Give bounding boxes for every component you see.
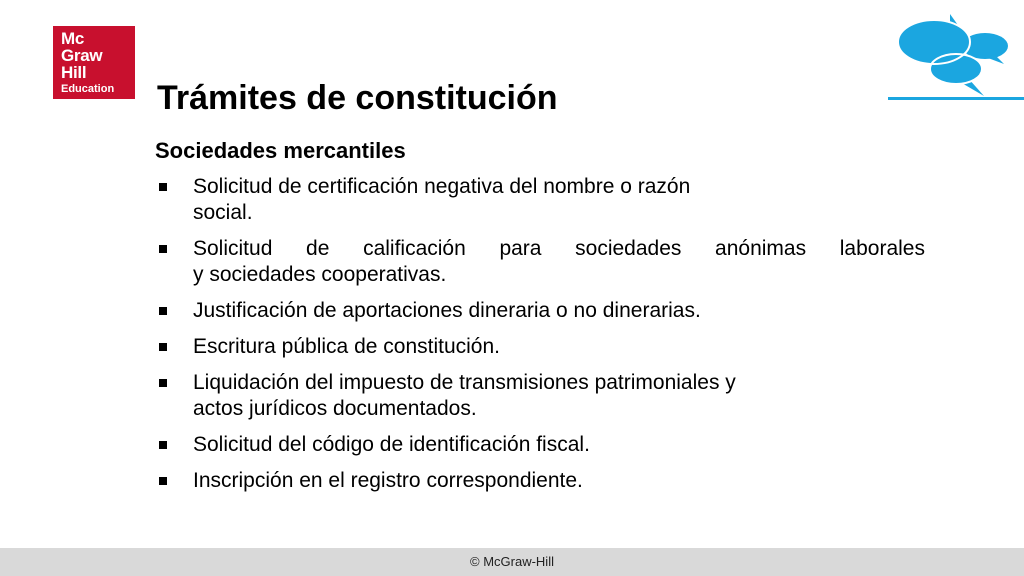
footer-bar — [0, 548, 1024, 576]
bullet-text-line: y sociedades cooperativas. — [193, 263, 447, 286]
speech-bubbles-icon — [898, 12, 1010, 96]
list-item — [155, 334, 925, 360]
bullet-square-icon — [159, 477, 167, 485]
slide-subtitle: Sociedades mercantiles — [155, 138, 406, 163]
bullet-text-line: Solicitud de certificación negativa del nombre o razón — [193, 175, 691, 198]
list-item — [155, 174, 925, 226]
slide-title: Trámites de constitución — [157, 79, 558, 117]
mcgraw-hill-logo — [53, 26, 135, 99]
logo-line-2: Graw — [61, 46, 103, 65]
list-item — [155, 468, 925, 494]
list-item — [155, 298, 925, 324]
list-item — [155, 432, 925, 458]
bullet-text-line: social. — [193, 201, 253, 224]
bullet-text-line: Justificación de aportaciones dineraria o no dinerarias. — [193, 299, 701, 322]
bullet-text-line: Solicitud de calificación para sociedades anónimas laborales — [193, 237, 925, 260]
bullet-text-line: Liquidación del impuesto de transmisiones patrimoniales y — [193, 371, 736, 394]
bullet-square-icon — [159, 307, 167, 315]
bullet-square-icon — [159, 183, 167, 191]
bullet-text-line: Solicitud del código de identificación fiscal. — [193, 433, 590, 456]
logo-line-1: Mc — [61, 29, 85, 48]
copyright-text: © McGraw-Hill — [470, 554, 554, 569]
list-item — [155, 236, 925, 288]
bullet-list — [155, 174, 925, 504]
title-accent-rule — [888, 97, 1024, 100]
bullet-square-icon — [159, 379, 167, 387]
bullet-text-line: Inscripción en el registro correspondiente. — [193, 469, 583, 492]
bullet-square-icon — [159, 441, 167, 449]
bullet-square-icon — [159, 343, 167, 351]
logo-line-4: Education — [61, 83, 115, 95]
bullet-text-line: Escritura pública de constitución. — [193, 335, 500, 358]
bullet-text-line: actos jurídicos documentados. — [193, 397, 477, 420]
list-item — [155, 370, 925, 422]
bullet-square-icon — [159, 245, 167, 253]
logo-line-3: Hill — [61, 63, 87, 82]
